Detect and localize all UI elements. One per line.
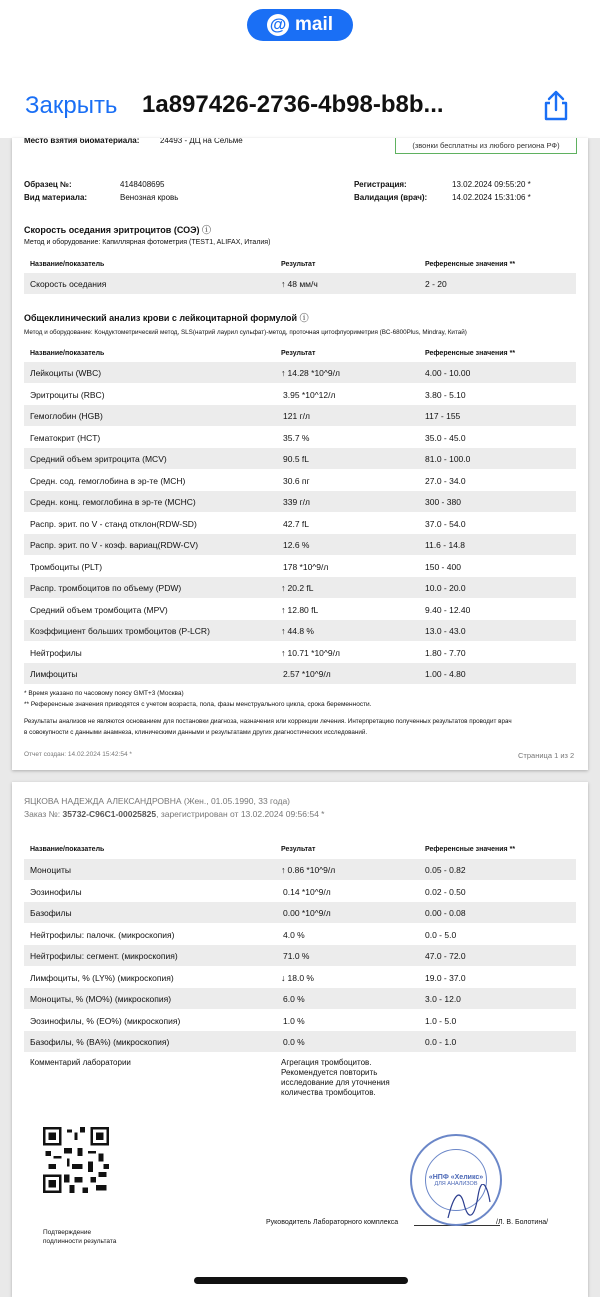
- row-ref: 19.0 - 37.0: [425, 972, 466, 983]
- table-row: [24, 427, 576, 448]
- table-row: [24, 513, 576, 534]
- row-result-value: 0.86 *10^9/л: [287, 865, 336, 875]
- row-result-value: 20.2 fL: [287, 583, 314, 593]
- cbc-table-header: [24, 348, 576, 362]
- qr-caption-line-1: Подтверждение: [43, 1229, 92, 1236]
- arrow-up-icon: ↑: [281, 647, 286, 658]
- esr-title-text: Скорость оседания эритроцитов (СОЭ): [24, 225, 200, 235]
- row-result-value: 0.14 *10^9/л: [283, 886, 331, 897]
- row-result-value: 178 *10^9/л: [283, 561, 329, 572]
- row-ref: 37.0 - 54.0: [425, 518, 466, 529]
- row-result: [281, 583, 314, 593]
- col-name-header: Название/показатель: [30, 261, 105, 268]
- info-icon: ⓘ: [202, 225, 212, 235]
- row-result: [281, 368, 340, 378]
- row-result-value: 44.8 %: [287, 626, 314, 636]
- row-result-value: 4.0 %: [283, 929, 305, 940]
- row-name: Средний объем тромбоцита (MPV): [30, 604, 168, 615]
- comment-line: количества тромбоцитов.: [281, 1088, 376, 1097]
- row-result: [281, 411, 310, 421]
- navigation-bar: [0, 70, 600, 140]
- arrow-up-icon: ↑: [281, 626, 286, 636]
- brand-label: mail: [294, 14, 334, 35]
- table-row: [24, 577, 576, 598]
- stamp-sub-text: ДЛЯ АНАЛИЗОВ: [434, 1180, 478, 1187]
- material-label: Вид материала:: [24, 193, 88, 202]
- row-ref: 35.0 - 45.0: [425, 432, 466, 443]
- table-row: [24, 405, 576, 426]
- row-result: [281, 648, 340, 658]
- hotline-note: (звонки бесплатны из любого региона РФ): [412, 141, 560, 150]
- row-result: [281, 1016, 305, 1026]
- disclaimer-line-1: Результаты анализов не являются основанием для постановки диагноза, назначения или коррекции лечения. Интерпретацию полученных результатов проводит врач: [24, 718, 512, 725]
- row-ref: 4.00 - 10.00: [425, 368, 471, 378]
- row-name: Нейтрофилы: палочк. (микроскопия): [30, 929, 175, 940]
- sample-label: Образец №:: [24, 180, 72, 189]
- row-name: Эозинофилы: [30, 886, 82, 897]
- arrow-up-icon: ↑: [281, 368, 286, 378]
- row-result-value: 48 мм/ч: [287, 279, 318, 289]
- row-result-value: 0.0 %: [283, 1037, 305, 1047]
- table-row: [24, 556, 576, 577]
- cbc-title-text: Общеклинический анализ крови с лейкоцитарной формулой: [24, 313, 298, 323]
- row-result-value: 90.5 fL: [283, 454, 309, 464]
- stamp-main-text: «НПФ «Хеликс»: [428, 1173, 484, 1181]
- row-ref: 9.40 - 12.40: [425, 604, 471, 615]
- lab-comment-label: Комментарий лаборатории: [30, 1058, 131, 1067]
- cbc-method: Метод и оборудование: Кондуктометрический метод, SLS(натрий лаурил сульфат)-метод, проточная цитофлуориметрия (BC-6800Plus, Mindray, Китай): [24, 329, 467, 336]
- col-ref-header: Референсные значения **: [425, 350, 516, 357]
- table-row: [24, 491, 576, 512]
- share-icon[interactable]: [538, 88, 574, 124]
- table-row: [24, 1010, 576, 1031]
- row-result: [281, 887, 331, 897]
- row-ref: 300 - 380: [425, 497, 461, 507]
- table-row: [24, 362, 576, 383]
- cbc-section-title: [24, 311, 309, 324]
- patient-info: ЯЦКОВА НАДЕЖДА АЛЕКСАНДРОВНА (Жен., 01.05.1990, 33 года): [24, 796, 291, 806]
- page-number: Страница 1 из 2: [518, 751, 575, 760]
- footnote-2: ** Референсные значения приводятся с учетом возраста, пола, фазы менструального цикла, срока беременности.: [24, 701, 372, 708]
- col-result-header: Результат: [281, 261, 316, 268]
- row-name: Распр. тромбоцитов по объему (PDW): [30, 583, 182, 593]
- row-name: Распр. эрит. по V - коэф. вариац(RDW-CV): [30, 540, 199, 550]
- row-ref: 1.80 - 7.70: [425, 647, 466, 658]
- table-row: [24, 924, 576, 945]
- row-result: [281, 994, 305, 1004]
- row-result-value: 121 г/л: [283, 411, 310, 421]
- row-ref: 0.05 - 0.82: [425, 865, 466, 875]
- biomaterial-place-label: Место взятия биоматериала:: [24, 138, 140, 145]
- table-row: [24, 384, 576, 405]
- row-result-value: 339 г/л: [283, 497, 310, 507]
- row-result-value: 30.6 пг: [283, 475, 310, 486]
- row-name: Средний объем эритроцита (MCV): [30, 454, 167, 464]
- row-result-value: 0.00 *10^9/л: [283, 908, 331, 918]
- arrow-up-icon: ↑: [281, 604, 286, 615]
- row-name: Лимфоциты, % (LY%) (микроскопия): [30, 972, 174, 983]
- registration-label: Регистрация:: [354, 180, 407, 189]
- table-row: [24, 599, 576, 620]
- row-ref: 0.0 - 1.0: [425, 1037, 457, 1047]
- col-ref-header: Референсные значения **: [425, 846, 516, 853]
- home-indicator[interactable]: [194, 1277, 408, 1284]
- row-result-value: 12.80 fL: [287, 604, 319, 615]
- row-name: Средн. конц. гемоглобина в эр-те (MCHC): [30, 497, 196, 507]
- row-ref: 0.02 - 0.50: [425, 886, 466, 897]
- table-row: [24, 534, 576, 555]
- row-name: Гемоглобин (HGB): [30, 411, 103, 421]
- row-name: Распр. эрит. по V - станд отклон(RDW-SD): [30, 518, 197, 529]
- table-row: [24, 273, 576, 294]
- table-row: [24, 945, 576, 966]
- row-result: [281, 669, 331, 679]
- qr-code: [43, 1127, 109, 1193]
- row-name: Моноциты: [30, 865, 71, 875]
- table-row: [24, 859, 576, 880]
- disclaimer-line-2: в совокупности с данными анамнеза, клиническими данными и результатами других диагностических исследований.: [24, 729, 368, 736]
- order-prefix: Заказ №:: [24, 809, 61, 819]
- report-created: Отчет создан: 14.02.2024 15:42:54 *: [24, 751, 132, 758]
- registration-value: 13.02.2024 09:55:20 *: [452, 180, 531, 189]
- validation-value: 14.02.2024 15:31:06 *: [452, 193, 531, 202]
- row-name: Эритроциты (RBC): [30, 389, 105, 400]
- footnote-1: * Время указано по часовому поясу GMT+3 (Москва): [24, 690, 184, 697]
- row-result-value: 35.7 %: [283, 432, 310, 443]
- row-ref: 0.0 - 5.0: [425, 929, 457, 940]
- qr-caption-line-2: подлинности результата: [43, 1238, 117, 1245]
- row-result-value: 42.7 fL: [283, 518, 309, 529]
- row-result: [281, 562, 328, 572]
- document-page-1: [12, 138, 588, 770]
- status-area: [0, 0, 600, 70]
- order-info: [24, 809, 324, 819]
- row-ref: 3.80 - 5.10: [425, 389, 466, 400]
- row-ref: 81.0 - 100.0: [425, 454, 471, 464]
- row-ref: 11.6 - 14.8: [425, 540, 466, 550]
- row-result-value: 3.95 *10^12/л: [283, 389, 336, 400]
- row-name: Тромбоциты (PLT): [30, 561, 103, 572]
- row-name: Гематокрит (HCT): [30, 432, 101, 443]
- table-row: [24, 470, 576, 491]
- row-result: [281, 1037, 305, 1047]
- row-name: Моноциты, % (MO%) (микроскопия): [30, 994, 172, 1004]
- comment-line: Агрегация тромбоцитов.: [281, 1058, 372, 1067]
- validation-label: Валидация (врач):: [354, 193, 428, 202]
- esr-method: Метод и оборудование: Капиллярная фотометрия (TEST1, ALIFAX, Италия): [24, 239, 271, 246]
- close-button[interactable]: Закрыть: [25, 92, 118, 119]
- row-name: Нейтрофилы: сегмент. (микроскопия): [30, 951, 178, 961]
- row-result: [281, 865, 335, 875]
- esr-table-header: [24, 259, 576, 273]
- material-value: Венозная кровь: [120, 193, 179, 202]
- arrow-up-icon: ↑: [281, 583, 286, 593]
- row-result: [281, 540, 309, 550]
- row-result: [281, 626, 314, 636]
- row-ref: 0.00 - 0.08: [425, 908, 466, 918]
- row-result-value: 14.28 *10^9/л: [287, 368, 340, 378]
- arrow-up-icon: ↑: [281, 279, 286, 289]
- row-ref: 3.0 - 12.0: [425, 994, 461, 1004]
- row-result: [281, 951, 309, 961]
- table-row: [24, 448, 576, 469]
- table-row: [24, 1031, 576, 1052]
- row-result: [281, 973, 314, 983]
- row-result: [281, 605, 318, 615]
- row-ref: 13.0 - 43.0: [425, 626, 466, 636]
- row-ref: 117 - 155: [425, 411, 461, 421]
- col-result-header: Результат: [281, 350, 316, 357]
- row-result: [281, 908, 331, 918]
- row-result-value: 18.0 %: [287, 972, 314, 983]
- row-result-value: 12.6 %: [283, 540, 310, 550]
- lab-comment: [281, 1058, 390, 1098]
- row-name: Нейтрофилы: [30, 647, 82, 658]
- at-icon: @: [267, 14, 289, 36]
- row-name: Лимфоциты: [30, 669, 78, 679]
- row-result-value: 71.0 %: [283, 951, 310, 961]
- table-row: [24, 902, 576, 923]
- row-result: [281, 497, 310, 507]
- order-suffix: , зарегистрирован от 13.02.2024 09:56:54 *: [156, 809, 325, 819]
- row-ref: 1.00 - 4.80: [425, 669, 466, 679]
- arrow-down-icon: ↓: [281, 972, 286, 983]
- row-name: Коэффициент больших тромбоцитов (P-LCR): [30, 626, 210, 636]
- row-result: [281, 519, 309, 529]
- col-name-header: Название/показатель: [30, 350, 105, 357]
- col-ref-header: Референсные значения **: [425, 261, 516, 268]
- table-row: [24, 967, 576, 988]
- comment-line: Рекомендуется повторить: [281, 1068, 378, 1077]
- signature-name: /Л. В. Болотина/: [496, 1219, 549, 1226]
- col-name-header: Название/показатель: [30, 846, 105, 853]
- document-title: 1a897426-2736-4b98-b8b...: [142, 91, 444, 118]
- signature-scribble: [444, 1184, 492, 1222]
- row-result-value: 2.57 *10^9/л: [283, 669, 331, 679]
- comment-line: исследование для уточнения: [281, 1078, 390, 1087]
- table-row: [24, 642, 576, 663]
- row-result: [281, 279, 318, 289]
- row-name: Эозинофилы, % (EO%) (микроскопия): [30, 1015, 181, 1026]
- row-name: Скорость оседания: [30, 279, 107, 289]
- row-name: Базофилы, % (BA%) (микроскопия): [30, 1037, 170, 1047]
- hotline-box: [395, 138, 577, 154]
- row-name: Базофилы: [30, 908, 72, 918]
- row-ref: 27.0 - 34.0: [425, 475, 466, 486]
- row-result-value: 10.71 *10^9/л: [287, 647, 340, 658]
- arrow-up-icon: ↑: [281, 865, 286, 875]
- row-name: Средн. сод. гемоглобина в эр-те (MCH): [30, 475, 186, 486]
- table-row: [24, 620, 576, 641]
- row-ref: 150 - 400: [425, 561, 461, 572]
- mail-brand-pill: [247, 9, 353, 41]
- row-result-value: 6.0 %: [283, 994, 305, 1004]
- sample-value: 4148408695: [120, 180, 165, 189]
- table-row: [24, 663, 576, 684]
- row-ref: 47.0 - 72.0: [425, 951, 466, 961]
- biomaterial-place-value: 24493 - ДЦ на Сельме: [160, 138, 243, 145]
- row-result: [281, 930, 305, 940]
- order-number: 35732-C96C1-00025825: [62, 809, 157, 819]
- row-ref: 10.0 - 20.0: [425, 583, 466, 593]
- row-ref: 2 - 20: [425, 279, 447, 289]
- page2-table-header: [24, 844, 576, 858]
- row-result-value: 1.0 %: [283, 1015, 305, 1026]
- col-result-header: Результат: [281, 846, 316, 853]
- table-row: [24, 988, 576, 1009]
- esr-section-title: [24, 223, 211, 236]
- info-icon: ⓘ: [299, 313, 309, 323]
- row-result: [281, 454, 309, 464]
- row-result: [281, 390, 335, 400]
- row-result: [281, 476, 310, 486]
- table-row: [24, 881, 576, 902]
- row-result: [281, 433, 309, 443]
- signature-label: Руководитель Лабораторного комплекса: [266, 1219, 399, 1226]
- row-name: Лейкоциты (WBC): [30, 368, 102, 378]
- row-ref: 1.0 - 5.0: [425, 1015, 457, 1026]
- document-page-2: [12, 782, 588, 1297]
